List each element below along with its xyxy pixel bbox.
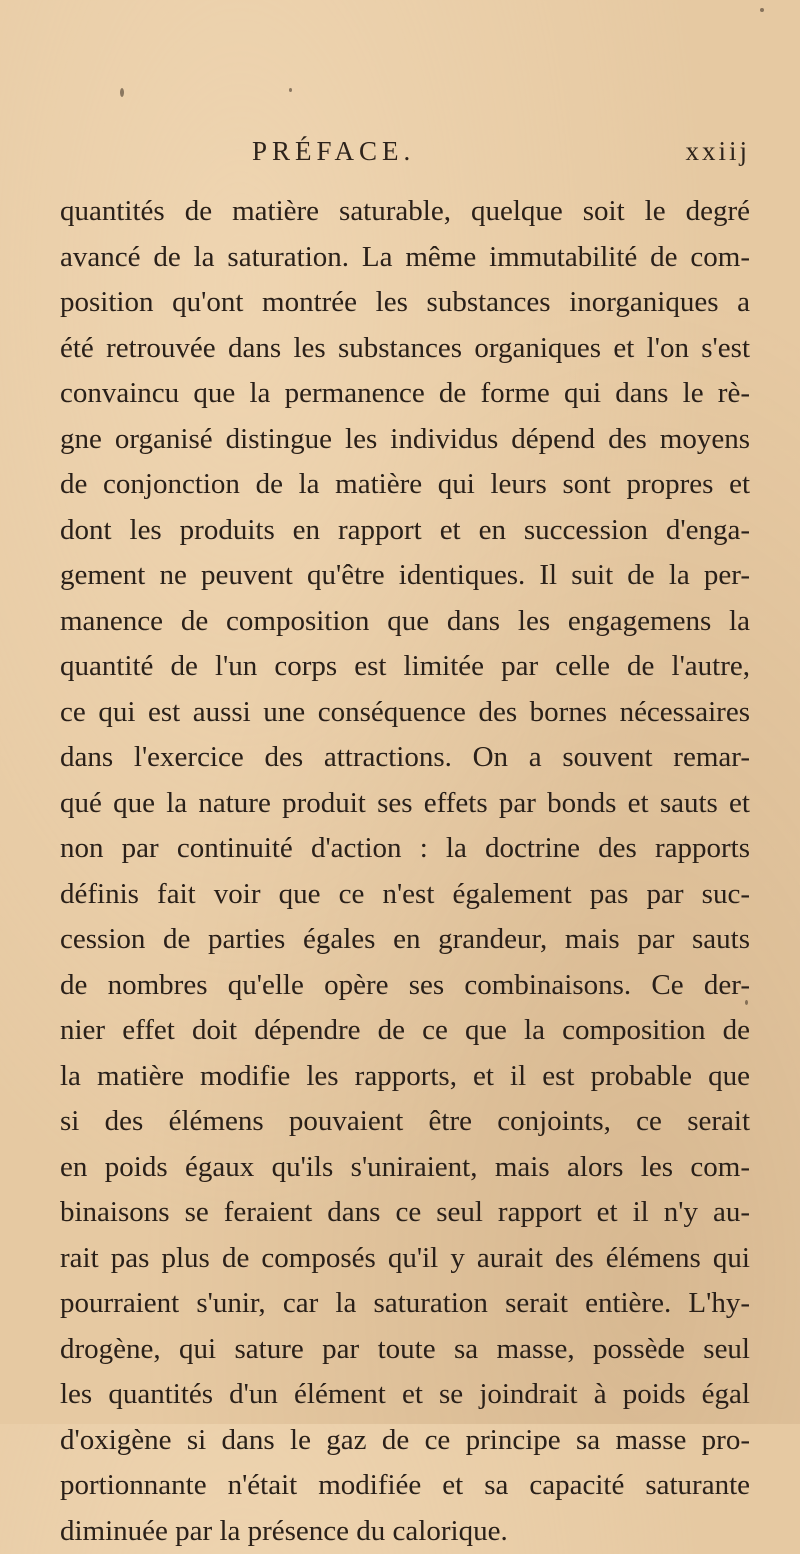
text-line: position qu'ont montrée les substances inorganiques a (60, 280, 750, 326)
text-line: dans l'exercice des attractions. On a souvent remar- (60, 735, 750, 781)
text-line: rait pas plus de composés qu'il y aurait des élémens qui (60, 1236, 750, 1282)
text-line: de conjonction de la matière qui leurs sont propres et (60, 462, 750, 508)
text-line: manence de composition que dans les engagemens la (60, 599, 750, 645)
text-line: dont les produits en rapport et en succession d'enga- (60, 508, 750, 554)
text-line: la matière modifie les rapports, et il est probable que (60, 1054, 750, 1100)
text-line: nier effet doit dépendre de ce que la composition de (60, 1008, 750, 1054)
text-line: avancé de la saturation. La même immutabilité de com- (60, 235, 750, 281)
text-line: gement ne peuvent qu'être identiques. Il suit de la per- (60, 553, 750, 599)
text-line: définis fait voir que ce n'est également pas par suc- (60, 872, 750, 918)
text-line: de nombres qu'elle opère ses combinaisons. Ce der- (60, 963, 750, 1009)
ink-speck (289, 88, 292, 92)
text-line: pourraient s'unir, car la saturation serait entière. L'hy- (60, 1281, 750, 1327)
text-line: gne organisé distingue les individus dépend des moyens (60, 417, 750, 463)
text-line: ce qui est aussi une conséquence des bornes nécessaires (60, 690, 750, 736)
text-line: cession de parties égales en grandeur, mais par sauts (60, 917, 750, 963)
text-line: d'oxigène si dans le gaz de ce principe sa masse pro- (60, 1418, 750, 1464)
text-line: qué que la nature produit ses effets par bonds et sauts et (60, 781, 750, 827)
page-header (60, 136, 750, 176)
text-line: quantité de l'un corps est limitée par celle de l'autre, (60, 644, 750, 690)
text-line: diminuée par la présence du calorique. (60, 1509, 750, 1554)
text-line: binaisons se feraient dans ce seul rapport et il n'y au- (60, 1190, 750, 1236)
ink-speck (120, 88, 124, 97)
text-line: non par continuité d'action : la doctrine des rapports (60, 826, 750, 872)
text-line: en poids égaux qu'ils s'uniraient, mais alors les com- (60, 1145, 750, 1191)
text-line: quantités de matière saturable, quelque soit le degré (60, 189, 750, 235)
page-number: xxiij (685, 136, 750, 167)
running-head: PRÉFACE. (252, 136, 415, 167)
text-line: les quantités d'un élément et se joindrait à poids égal (60, 1372, 750, 1418)
text-line: été retrouvée dans les substances organiques et l'on s'est (60, 326, 750, 372)
text-line: drogène, qui sature par toute sa masse, possède seul (60, 1327, 750, 1373)
ink-speck (760, 8, 764, 12)
text-line: portionnante n'était modifiée et sa capacité saturante (60, 1463, 750, 1509)
text-line: convaincu que la permanence de forme qui dans le rè- (60, 371, 750, 417)
text-line: si des élémens pouvaient être conjoints, ce serait (60, 1099, 750, 1145)
body-text (60, 189, 750, 1554)
